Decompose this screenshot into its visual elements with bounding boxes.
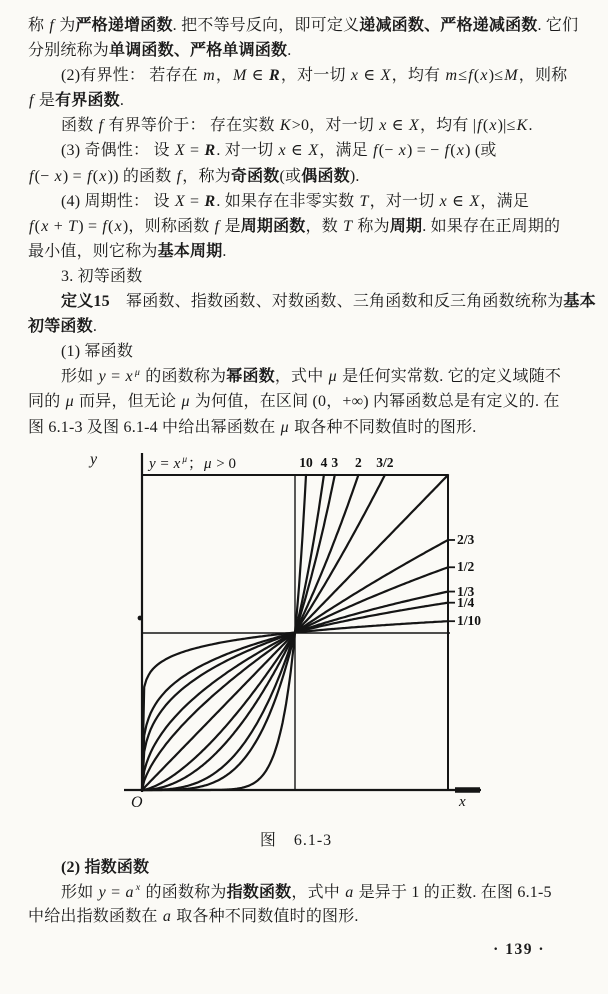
- text-segment: T: [68, 217, 78, 235]
- text-segment: f: [214, 217, 220, 235]
- text-segment: y: [98, 368, 106, 386]
- text-segment: f: [477, 117, 482, 135]
- text-line: [28, 314, 588, 339]
- curve-label-top: 3/2: [376, 455, 394, 470]
- text-segment: y: [98, 883, 106, 901]
- curve-label-top: 10: [299, 455, 313, 470]
- curve-label-top: 2: [354, 455, 362, 470]
- text-segment: =: [185, 192, 204, 210]
- text-segment: ≤: [458, 67, 468, 85]
- text-segment: f: [29, 217, 34, 235]
- text-segment: (3) 奇偶性： 设: [61, 142, 174, 160]
- text-line: [28, 164, 588, 189]
- text-segment: x: [398, 142, 407, 160]
- text-segment: f: [373, 142, 378, 160]
- body-text-top: [28, 13, 596, 440]
- text-segment: ) (或: [465, 142, 497, 160]
- text-segment: R: [269, 67, 280, 85]
- curve-label-right: 1/4: [457, 594, 475, 610]
- text-line: [28, 38, 588, 63]
- curve-label-right: 1/10: [457, 613, 482, 629]
- axis-label-x: x: [459, 794, 466, 810]
- axis-label-y: y: [90, 451, 98, 468]
- text-segment: 的函数称为: [141, 883, 227, 901]
- text-segment: 取各种不同数值时的图形.: [172, 908, 359, 925]
- text-segment: 有界函数: [55, 92, 120, 110]
- text-segment: 偶函数: [301, 167, 350, 185]
- text-segment: f: [29, 167, 34, 185]
- text-segment: . 它们: [537, 17, 579, 34]
- text-line: [28, 239, 588, 264]
- text-segment: x: [125, 368, 133, 386]
- text-segment: (2) 指数函数: [61, 859, 150, 876]
- curve-label-top: 3: [331, 455, 339, 470]
- text-segment: y: [149, 456, 156, 472]
- text-segment: 是: [34, 92, 56, 110]
- curve-label-right: 1/3: [457, 583, 475, 599]
- text-segment: 函数: [61, 117, 98, 135]
- text-segment: f: [468, 67, 473, 85]
- text-segment: 奇函数: [230, 167, 280, 185]
- text-line: [28, 189, 588, 214]
- text-segment: (: [482, 117, 489, 135]
- text-segment: ).: [349, 167, 360, 185]
- text-segment: ∈: [286, 142, 308, 160]
- text-segment: .: [222, 242, 227, 260]
- text-line: [28, 289, 596, 314]
- text-segment: ，对一切: [369, 192, 439, 210]
- text-segment: 周期: [389, 217, 423, 235]
- text-segment: . 把不等号反向，即可定义: [172, 17, 360, 34]
- text-segment: =: [106, 883, 125, 901]
- text-segment: ，均有 |: [419, 117, 477, 135]
- text-segment: x: [379, 117, 387, 135]
- text-segment: m: [203, 67, 215, 85]
- text-segment: 为何值，在区间 (0，+∞) 内幂函数总是有定义的. 在: [190, 393, 560, 411]
- text-segment: ，式中: [274, 368, 328, 386]
- text-segment: m: [445, 67, 458, 85]
- text-segment: X: [469, 192, 480, 210]
- text-line: [28, 63, 588, 88]
- page-number: · 139 ·: [493, 941, 545, 958]
- text-segment: ，则称: [518, 67, 568, 85]
- text-segment: )|≤: [497, 117, 516, 135]
- text-segment: K: [516, 117, 528, 135]
- figure-caption: 图 6.1-3: [259, 832, 333, 849]
- text-line: [28, 389, 588, 414]
- text-line: [28, 881, 588, 906]
- text-segment: μ: [134, 366, 141, 378]
- text-segment: 图 6.1-3 及图 6.1-4 中给出幂函数在: [28, 418, 280, 436]
- text-segment: 初等函数: [28, 318, 93, 336]
- text-segment: +: [49, 217, 68, 235]
- text-segment: x: [480, 67, 488, 85]
- text-segment: 周期函数: [240, 217, 306, 235]
- text-segment: .: [528, 117, 533, 135]
- text-segment: 基本周期: [157, 242, 223, 260]
- text-segment: a: [125, 883, 134, 901]
- text-segment: 形如: [61, 368, 98, 386]
- text-segment: (−: [34, 167, 54, 185]
- text-segment: 指数函数: [226, 883, 292, 901]
- text-segment: μ: [204, 456, 212, 472]
- text-segment: 单调函数、严格单调函数: [109, 42, 288, 60]
- text-segment: f: [444, 142, 450, 160]
- text-segment: 幂函数、指数函数、对数函数、三角函数和反三角函数统称为: [109, 293, 564, 311]
- text-segment: ，对一切: [280, 67, 350, 85]
- text-line: [28, 339, 588, 364]
- text-segment: (1) 幂函数: [61, 343, 134, 361]
- text-segment: f: [49, 17, 55, 34]
- curve-label-right: 1/2: [457, 559, 475, 575]
- text-segment: μ: [181, 393, 190, 411]
- text-segment: a: [345, 883, 354, 901]
- text-segment: ，均有: [391, 67, 445, 85]
- text-segment: x: [173, 456, 181, 472]
- text-segment: . 如果存在非零实数: [216, 192, 359, 210]
- text-segment: 而异，但无论: [74, 393, 181, 411]
- text-segment: =: [156, 456, 173, 472]
- text-segment: x: [456, 142, 465, 160]
- text-segment: (: [450, 142, 456, 160]
- body-text-bottom: [28, 856, 588, 930]
- text-segment: X: [174, 142, 185, 160]
- text-segment: 为: [55, 17, 76, 34]
- text-segment: 称为: [353, 217, 390, 235]
- text-segment: f: [87, 167, 92, 185]
- text-line: [28, 88, 588, 113]
- text-line: [28, 214, 588, 239]
- text-segment: 的函数称为: [141, 368, 227, 386]
- text-segment: >0，对一切: [291, 117, 379, 135]
- text-segment: )≤: [488, 67, 504, 85]
- text-segment: ∈: [387, 117, 408, 135]
- text-segment: 有界等价于： 存在实数: [104, 117, 279, 135]
- text-segment: ，式中: [291, 883, 345, 901]
- text-segment: (: [108, 217, 114, 235]
- text-segment: ) =: [78, 217, 102, 235]
- curve-label-top: 4: [320, 455, 328, 470]
- figure-canvas: [0, 446, 608, 826]
- text-segment: 是任何实常数. 它的定义域随不: [337, 368, 562, 386]
- text-segment: ∈: [359, 67, 380, 85]
- text-segment: 形如: [61, 883, 98, 901]
- text-segment: (: [92, 167, 99, 185]
- text-segment: )) 的函数: [107, 167, 176, 185]
- text-segment: 定义15: [61, 293, 110, 311]
- text-segment: 严格递增函数: [75, 17, 173, 34]
- text-segment: μ: [280, 418, 289, 436]
- text-segment: 最小值，则它称为: [28, 242, 158, 260]
- text-segment: (−: [378, 142, 398, 160]
- text-segment: =: [106, 368, 125, 386]
- text-segment: X: [308, 142, 319, 160]
- text-segment: R: [204, 142, 216, 160]
- text-line: [28, 415, 588, 440]
- text-segment: (或: [279, 167, 302, 185]
- text-segment: .: [119, 92, 125, 110]
- text-segment: 3. 初等函数: [61, 267, 143, 285]
- text-segment: ∈: [247, 67, 269, 85]
- text-segment: x: [489, 117, 497, 135]
- text-segment: ，满足: [480, 192, 530, 210]
- text-segment: X: [174, 192, 185, 210]
- text-segment: ) = −: [407, 142, 444, 160]
- text-segment: x: [278, 142, 286, 160]
- text-segment: X: [380, 67, 391, 85]
- curve-label-right: 2/3: [457, 531, 475, 547]
- text-line: [28, 856, 588, 881]
- text-segment: .: [92, 318, 98, 336]
- text-segment: ) =: [62, 167, 87, 185]
- text-segment: x: [350, 67, 359, 85]
- text-segment: x: [135, 882, 141, 894]
- text-segment: x: [439, 192, 447, 210]
- text-segment: x: [114, 217, 122, 235]
- figure-6-1-3: [0, 446, 608, 826]
- text-segment: f: [102, 217, 108, 235]
- text-segment: x: [54, 167, 62, 185]
- origin-label: O: [131, 794, 143, 811]
- text-line: [28, 364, 588, 389]
- text-segment: a: [162, 908, 172, 925]
- text-segment: K: [279, 117, 291, 135]
- text-segment: M: [504, 67, 518, 85]
- text-segment: 是: [220, 217, 241, 235]
- text-segment: . 对一切: [216, 142, 278, 160]
- text-line: [28, 905, 588, 930]
- text-segment: 基本: [563, 293, 596, 311]
- text-line: [28, 264, 588, 289]
- text-segment: 幂函数: [226, 368, 275, 386]
- text-segment: T: [343, 217, 353, 235]
- text-line: [28, 113, 588, 138]
- text-segment: μ: [328, 368, 337, 386]
- text-segment: x: [41, 217, 49, 235]
- text-segment: f: [98, 117, 104, 135]
- text-segment: X: [408, 117, 419, 135]
- text-segment: 同的: [28, 393, 65, 411]
- text-segment: 取各种不同数值时的图形.: [289, 418, 477, 436]
- text-segment: ，称为: [182, 167, 231, 185]
- text-segment: R: [204, 192, 216, 210]
- text-segment: )，则称函数: [122, 217, 214, 235]
- text-segment: f: [29, 92, 34, 110]
- text-segment: x: [99, 167, 107, 185]
- text-segment: ∈: [447, 192, 469, 210]
- text-segment: (4) 周期性： 设: [61, 192, 174, 210]
- text-segment: ，: [215, 67, 233, 85]
- figure-title: [148, 452, 236, 473]
- text-segment: > 0: [212, 456, 236, 472]
- text-segment: ；: [187, 456, 203, 472]
- text-segment: 中给出指数函数在: [28, 908, 162, 925]
- text-segment: 是异于 1 的正数. 在图 6.1-5: [354, 883, 552, 901]
- text-segment: M: [233, 67, 247, 85]
- text-segment: ，数: [305, 217, 343, 235]
- text-line: [28, 13, 588, 38]
- text-segment: μ: [65, 393, 74, 411]
- text-segment: μ: [182, 455, 187, 465]
- y-axis-dot: [138, 616, 143, 621]
- text-segment: 称: [28, 17, 49, 34]
- text-segment: 递减函数、严格递减函数: [359, 17, 538, 34]
- text-segment: =: [185, 142, 204, 160]
- text-segment: (: [473, 67, 480, 85]
- text-segment: (: [34, 217, 41, 235]
- text-segment: . 如果存在正周期的: [422, 217, 561, 235]
- text-segment: T: [359, 192, 369, 210]
- text-segment: ，满足: [319, 142, 373, 160]
- text-segment: .: [287, 42, 292, 60]
- text-segment: (2)有界性： 若存在: [61, 67, 203, 85]
- text-segment: f: [176, 167, 182, 185]
- text-line: [28, 138, 588, 163]
- text-segment: 分别统称为: [28, 42, 110, 60]
